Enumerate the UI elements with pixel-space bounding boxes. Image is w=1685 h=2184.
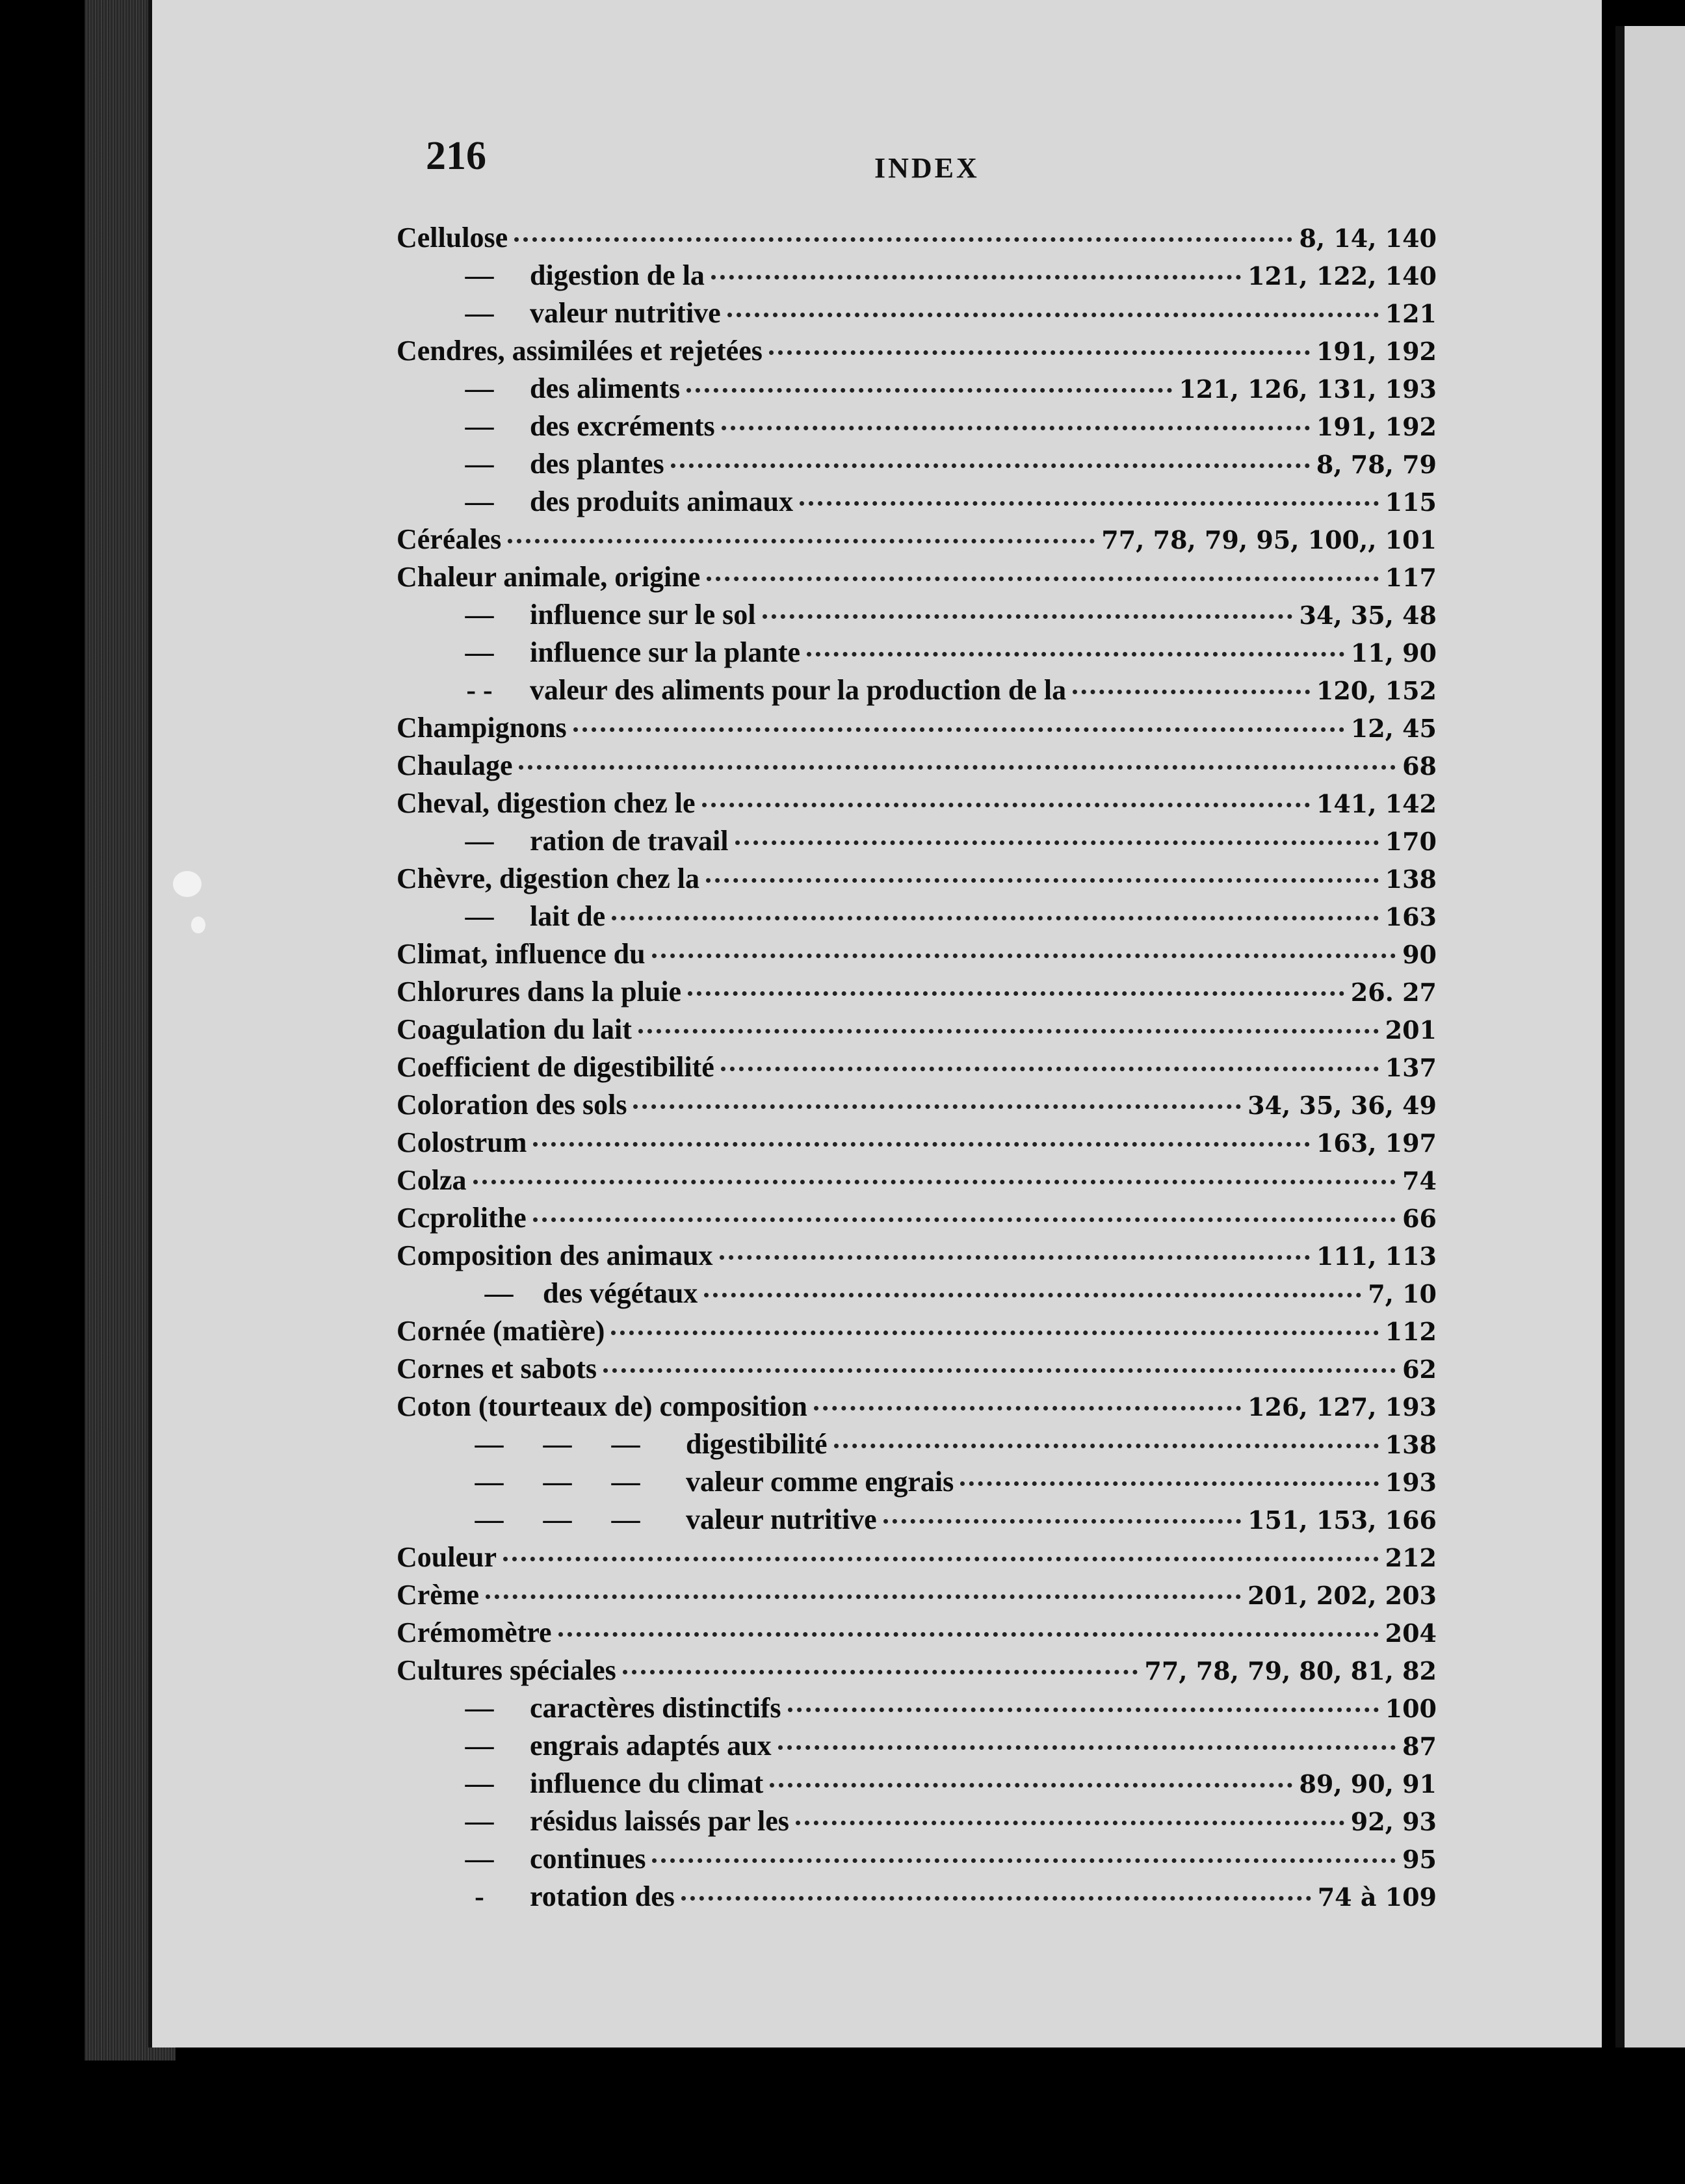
index-entry (397, 824, 1437, 862)
ditto-dash: — (465, 599, 494, 630)
index-term: Cendres, assimilées et rejetées (397, 335, 763, 367)
dot-leader (486, 1591, 1241, 1599)
dot-leader (633, 1100, 1241, 1109)
index-term: Cornes et sabots (397, 1353, 597, 1384)
dot-leader (533, 1214, 1396, 1222)
index-entry (397, 900, 1437, 937)
index-entry (397, 1164, 1437, 1201)
page-references: 77, 78, 79, 80, 81, 82 (1144, 1656, 1437, 1685)
index-term: Cheval, digestion chez le (397, 787, 696, 819)
index-entry (397, 296, 1437, 334)
ditto-dash: — (465, 825, 494, 857)
ditto-dash: — (475, 1466, 504, 1498)
index-list (397, 221, 1437, 1918)
index-entry (397, 1540, 1437, 1578)
dot-leader (503, 1553, 1379, 1561)
ditto-dash: — (465, 486, 494, 517)
index-term: des plantes (530, 448, 664, 480)
page-references: 170 (1385, 827, 1437, 856)
index-entry (397, 1088, 1437, 1126)
ditto-dash: - - (466, 674, 493, 706)
index-entry (397, 1654, 1437, 1691)
index-term: résidus laissés par les (530, 1805, 789, 1837)
dot-leader (778, 1741, 1396, 1750)
index-entry (397, 749, 1437, 786)
dot-leader (519, 761, 1396, 770)
ditto-dash: — (465, 1767, 494, 1799)
index-term: ration de travail (530, 825, 729, 857)
index-entry (397, 410, 1437, 447)
dot-leader (796, 1817, 1344, 1825)
dot-leader (711, 271, 1241, 280)
index-term: Ccprolithe (397, 1202, 527, 1234)
index-term: Coton (tourteaux de) composition (397, 1390, 807, 1422)
dot-leader (960, 1477, 1378, 1486)
ditto-dash: — (465, 900, 494, 932)
dot-leader (514, 233, 1292, 242)
page-references: 204 (1385, 1618, 1437, 1648)
page-references: 34, 35, 36, 49 (1247, 1091, 1437, 1120)
ditto-dash: — (465, 448, 494, 480)
page-references: 112 (1385, 1317, 1437, 1346)
index-term: des produits animaux (530, 486, 794, 517)
dot-leader (722, 422, 1310, 430)
index-entry (397, 937, 1437, 975)
dot-leader (473, 1176, 1396, 1184)
page-references: 74 à 109 (1317, 1882, 1437, 1912)
page-references: 141, 142 (1316, 789, 1437, 818)
ditto-dash: — (611, 1466, 640, 1498)
index-term: influence sur la plante (530, 636, 801, 668)
page-references: 74 (1402, 1166, 1437, 1195)
dot-leader (671, 460, 1310, 468)
page-references: 87 (1402, 1732, 1437, 1761)
page-references: 117 (1385, 563, 1437, 592)
index-term: des aliments (530, 372, 680, 404)
index-entry (397, 1277, 1437, 1314)
dot-leader (807, 648, 1344, 656)
dot-leader (573, 723, 1344, 732)
index-term: Climat, influence du (397, 938, 646, 970)
ditto-dash: — (543, 1466, 572, 1498)
dot-leader (788, 1704, 1379, 1712)
index-term: Couleur (397, 1541, 497, 1573)
dot-leader (770, 1779, 1292, 1788)
index-term: caractères distinctifs (530, 1692, 781, 1724)
page-references: 92, 93 (1350, 1807, 1437, 1836)
index-entry (397, 1201, 1437, 1239)
index-term: des végétaux (543, 1277, 698, 1309)
index-entry (397, 1465, 1437, 1503)
page-references: 8, 78, 79 (1316, 450, 1437, 479)
page-references: 121, 122, 140 (1247, 261, 1437, 291)
page-references: 137 (1385, 1053, 1437, 1082)
index-term: Champignons (397, 712, 567, 744)
index-term: Colza (397, 1164, 467, 1196)
ditto-dash: — (465, 297, 494, 329)
index-entry (397, 1013, 1437, 1050)
index-term: valeur des aliments pour la production de la (530, 674, 1067, 706)
dot-leader (686, 384, 1172, 393)
dot-leader (834, 1440, 1379, 1448)
index-entry (397, 1390, 1437, 1427)
dot-leader (707, 573, 1378, 581)
ditto-dash: — (475, 1428, 504, 1460)
dot-leader (735, 837, 1379, 845)
index-term: valeur nutritive (686, 1503, 877, 1535)
page-references: 95 (1402, 1845, 1437, 1874)
dot-leader (533, 1138, 1309, 1147)
index-term: valeur nutritive (530, 297, 721, 329)
dot-leader (611, 1327, 1378, 1335)
index-entry (397, 673, 1437, 711)
ditto-dash: — (543, 1503, 572, 1535)
page-references: 90 (1402, 940, 1437, 969)
index-term: Chlorures dans la pluie (397, 976, 682, 1008)
page-references: 111, 113 (1316, 1242, 1437, 1271)
index-term: des excréments (530, 410, 715, 442)
page-references: 34, 35, 48 (1299, 601, 1437, 630)
ditto-dash: — (611, 1428, 640, 1460)
ditto-dash: — (611, 1503, 640, 1535)
dot-leader (612, 912, 1379, 920)
index-term: Chaleur animale, origine (397, 561, 701, 593)
index-entry (397, 1503, 1437, 1540)
index-term: influence du climat (530, 1767, 764, 1799)
page-references: 151, 153, 166 (1247, 1505, 1437, 1535)
index-term: Coagulation du lait (397, 1013, 632, 1045)
dot-leader (706, 874, 1379, 883)
dot-leader (638, 1025, 1379, 1034)
dot-leader (720, 1251, 1310, 1260)
index-entry (397, 1842, 1437, 1880)
index-entry (397, 1804, 1437, 1842)
index-entry (397, 786, 1437, 824)
page-references: 121, 126, 131, 193 (1179, 374, 1437, 404)
index-entry (397, 1729, 1437, 1767)
ditto-dash: — (465, 1692, 494, 1724)
index-entry (397, 1880, 1437, 1918)
index-entry (397, 1767, 1437, 1804)
index-term: rotation des (530, 1880, 675, 1912)
page-references: 163, 197 (1316, 1128, 1437, 1158)
index-term: Chaulage (397, 749, 513, 781)
dot-leader (769, 346, 1310, 355)
page-references: 100 (1385, 1694, 1437, 1723)
page-number: 216 (426, 134, 486, 178)
dot-leader (727, 309, 1379, 317)
dot-leader (558, 1628, 1379, 1637)
index-entry (397, 1616, 1437, 1654)
page-references: 126, 127, 193 (1247, 1392, 1437, 1422)
dot-leader (688, 987, 1344, 996)
ditto-dash: — (465, 1730, 494, 1762)
index-entry (397, 447, 1437, 485)
index-entry (397, 1050, 1437, 1088)
index-term: digestion de la (530, 259, 705, 291)
dot-leader (800, 497, 1379, 506)
index-entry (397, 1578, 1437, 1616)
page-references: 120, 152 (1316, 676, 1437, 705)
index-term: Coloration des sols (397, 1089, 627, 1121)
page-references: 77, 78, 79, 95, 100,, 101 (1101, 525, 1437, 554)
ditto-dash: — (465, 372, 494, 404)
page-references: 26. 27 (1350, 978, 1437, 1007)
ditto-dash: — (465, 1843, 494, 1875)
index-entry (397, 862, 1437, 900)
paper-speck (173, 871, 202, 897)
dot-leader (603, 1364, 1396, 1373)
index-term: Crémomètre (397, 1617, 552, 1648)
page-references: 138 (1385, 864, 1437, 894)
index-entry (397, 523, 1437, 560)
page-references: 11, 90 (1350, 638, 1437, 668)
page-references: 163 (1385, 902, 1437, 931)
dot-leader (681, 1892, 1311, 1901)
index-entry (397, 1691, 1437, 1729)
paper-speck (191, 916, 205, 933)
facing-page-edge (1615, 26, 1685, 2048)
index-entry (397, 598, 1437, 636)
index-term: continues (530, 1843, 646, 1875)
index-entry (397, 711, 1437, 749)
ditto-dash: — (465, 636, 494, 668)
index-entry (397, 1427, 1437, 1465)
dot-leader (508, 535, 1095, 543)
index-term: Cellulose (397, 222, 508, 254)
page-references: 66 (1402, 1204, 1437, 1233)
index-term: Cultures spéciales (397, 1654, 616, 1686)
index-term: Céréales (397, 523, 502, 555)
page-header (426, 133, 1401, 192)
index-entry (397, 1314, 1437, 1352)
index-term: valeur comme engrais (686, 1466, 954, 1498)
index-term: digestibilité (686, 1428, 828, 1460)
ditto-dash: — (465, 1805, 494, 1837)
index-entry (397, 560, 1437, 598)
ditto-dash: — (465, 259, 494, 291)
dot-leader (763, 610, 1293, 619)
index-term: Composition des animaux (397, 1240, 713, 1271)
index-term: Coefficient de digestibilité (397, 1051, 714, 1083)
page-gutter (1615, 26, 1625, 2048)
dot-leader (721, 1063, 1379, 1071)
page-references: 201, 202, 203 (1247, 1581, 1437, 1610)
index-term: Crème (397, 1579, 480, 1611)
page-references: 7, 10 (1368, 1279, 1437, 1308)
page-references: 212 (1385, 1543, 1437, 1572)
index-entry (397, 1352, 1437, 1390)
ditto-dash: — (543, 1428, 572, 1460)
page-references: 89, 90, 91 (1299, 1769, 1437, 1799)
dot-leader (1073, 686, 1310, 694)
ditto-dash: — (465, 410, 494, 442)
ditto-dash: - (475, 1880, 484, 1912)
index-entry (397, 975, 1437, 1013)
dot-leader (652, 950, 1396, 958)
page-references: 68 (1402, 751, 1437, 781)
dot-leader (702, 799, 1310, 807)
page-references: 115 (1385, 488, 1437, 517)
page-references: 138 (1385, 1430, 1437, 1459)
index-entry (397, 372, 1437, 410)
page-references: 201 (1385, 1015, 1437, 1045)
page-references: 12, 45 (1350, 714, 1437, 743)
index-entry (397, 259, 1437, 296)
index-entry (397, 221, 1437, 259)
ditto-dash: — (475, 1503, 504, 1535)
index-term: lait de (530, 900, 606, 932)
dot-leader (623, 1666, 1138, 1674)
page-references: 121 (1385, 299, 1437, 328)
dot-leader (652, 1854, 1396, 1863)
index-entry (397, 1126, 1437, 1164)
index-term: influence sur le sol (530, 599, 756, 630)
ditto-dash: — (484, 1277, 514, 1309)
index-term: Colostrum (397, 1126, 527, 1158)
index-term: Cornée (matière) (397, 1315, 605, 1347)
dot-leader (814, 1402, 1241, 1410)
index-entry (397, 636, 1437, 673)
index-term: engrais adaptés aux (530, 1730, 772, 1762)
dot-leader (883, 1515, 1241, 1524)
dot-leader (704, 1289, 1361, 1297)
index-term: Chèvre, digestion chez la (397, 863, 700, 894)
page-references: 191, 192 (1316, 412, 1437, 441)
index-entry (397, 1239, 1437, 1277)
page-references: 8, 14, 140 (1299, 224, 1437, 253)
index-entry (397, 334, 1437, 372)
page-title: INDEX (874, 152, 980, 184)
page-references: 193 (1385, 1468, 1437, 1497)
page-references: 191, 192 (1316, 337, 1437, 366)
page-references: 62 (1402, 1355, 1437, 1384)
index-entry (397, 485, 1437, 523)
